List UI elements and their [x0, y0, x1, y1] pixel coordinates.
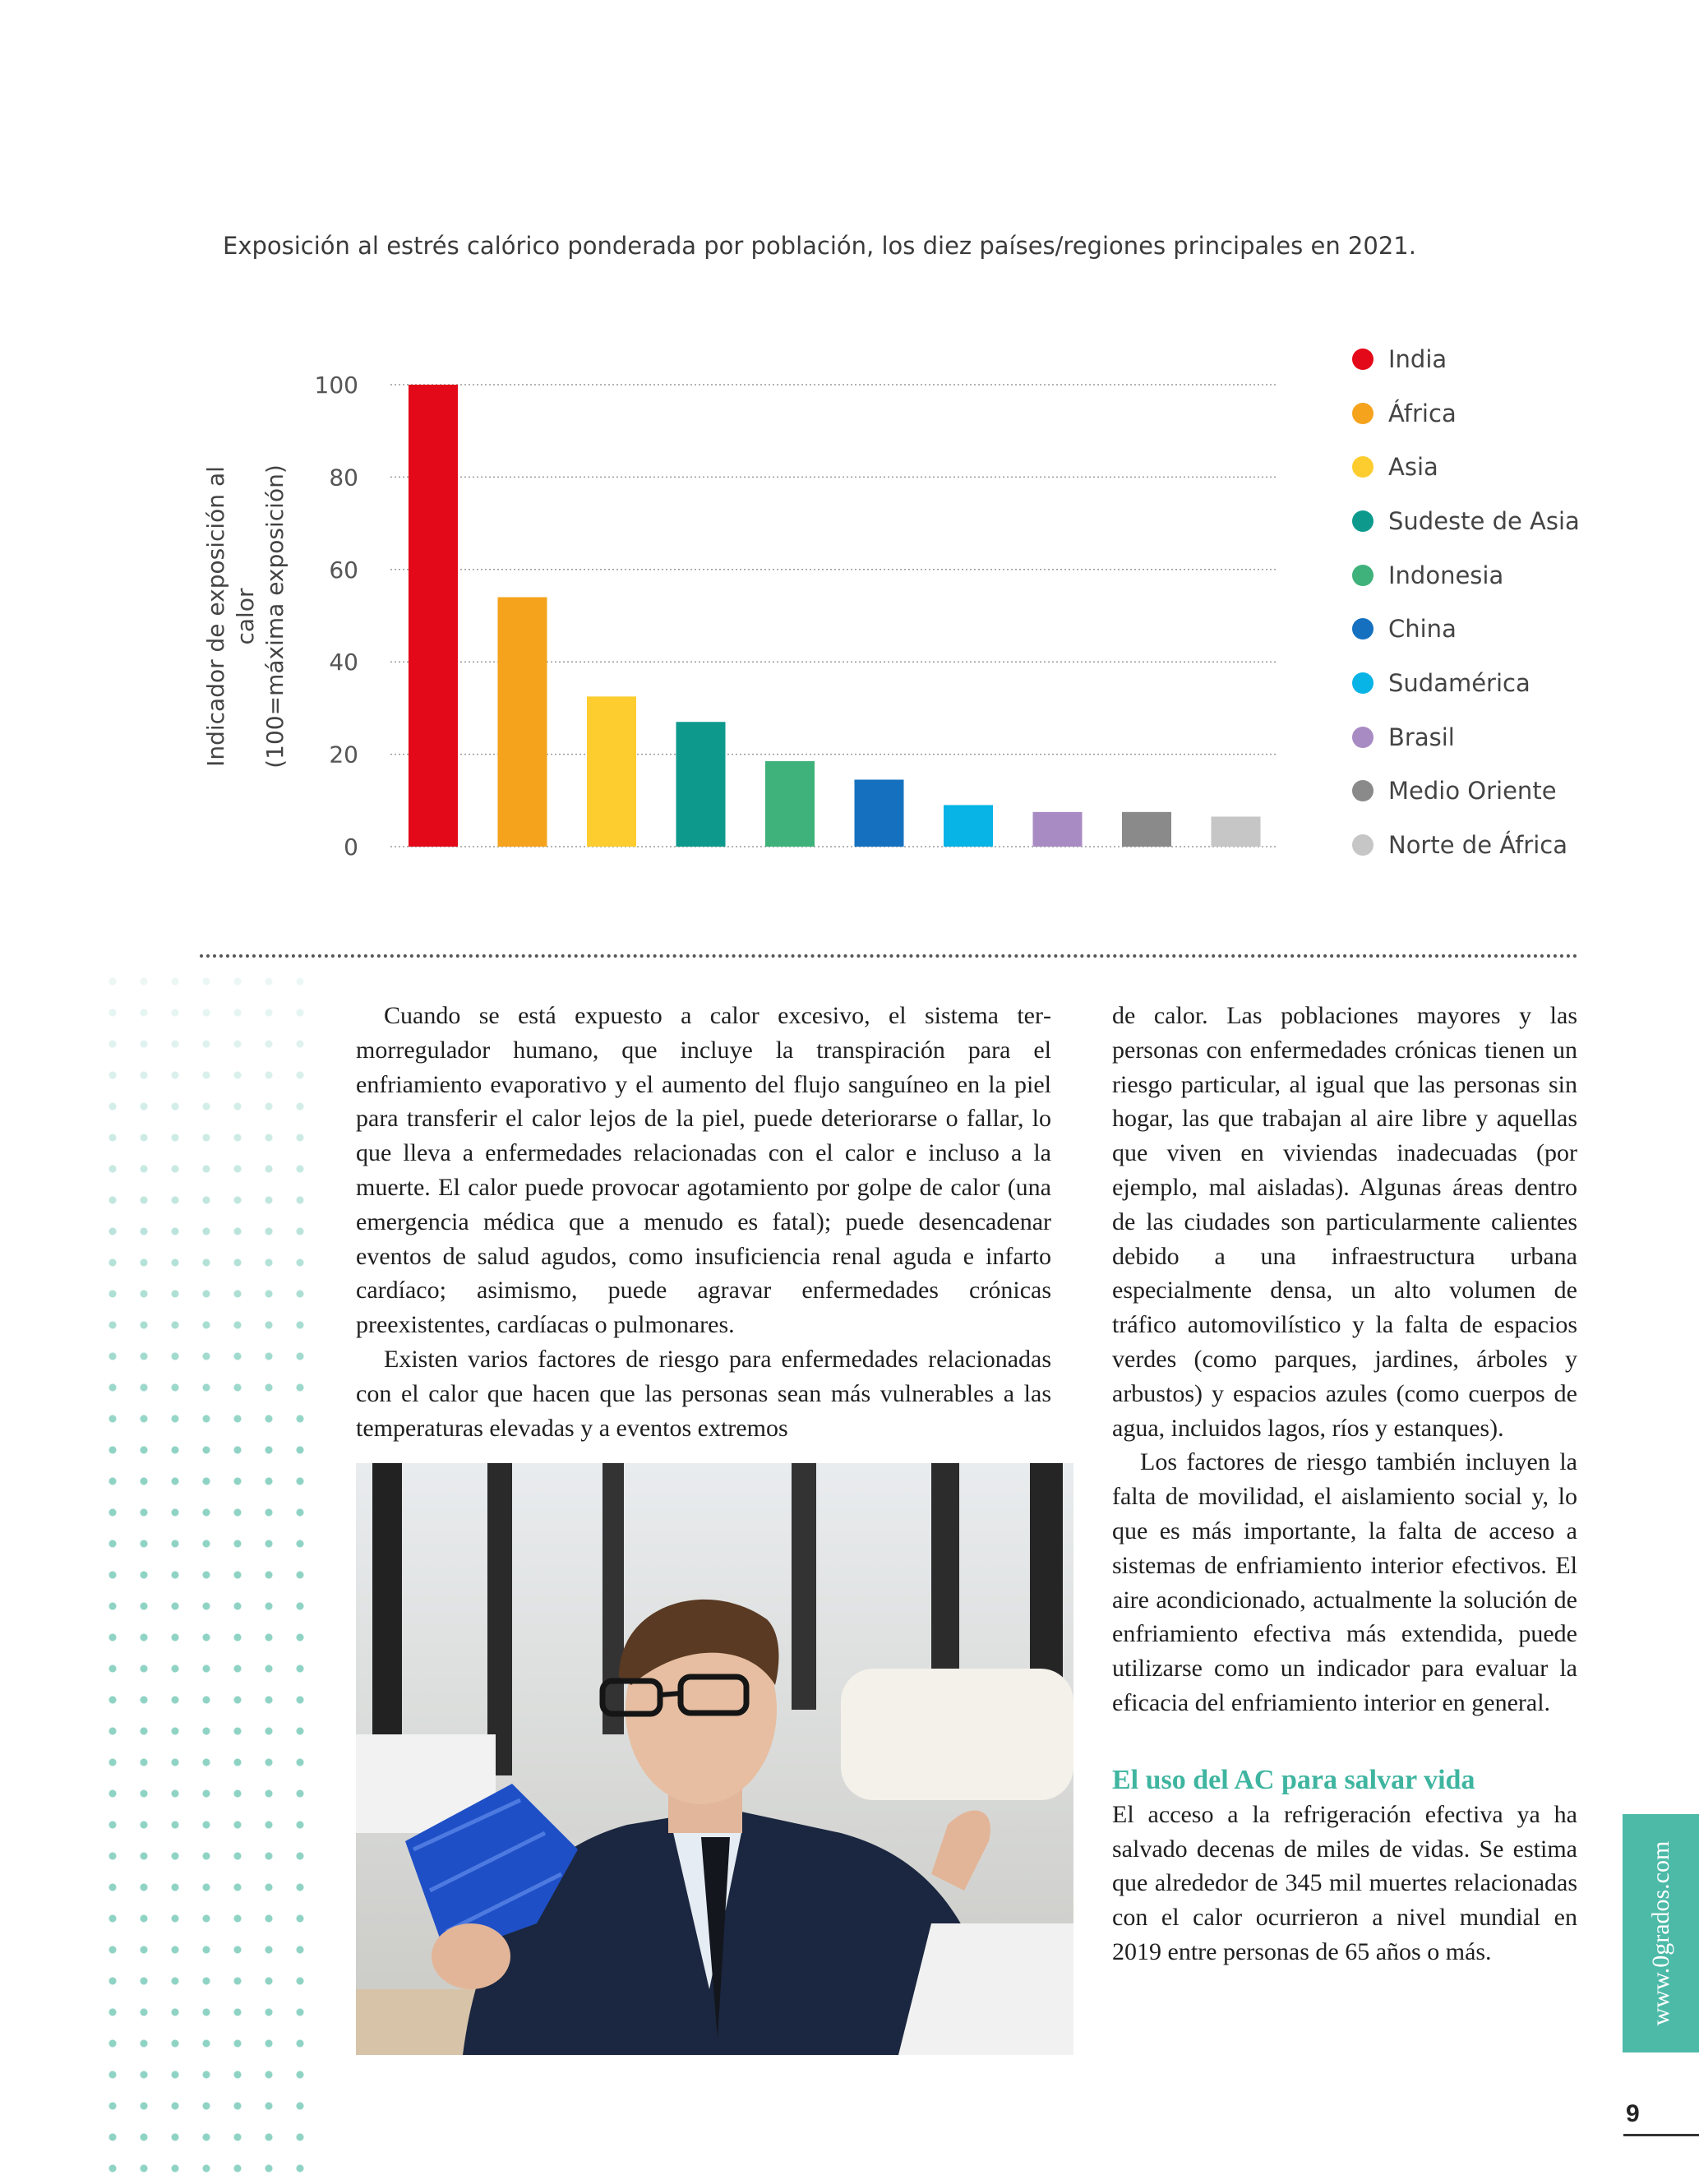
legend-dot-icon: [1352, 510, 1374, 532]
y-tick-label: 40: [329, 649, 358, 676]
y-axis-label-line-2: (100=máxima exposición): [261, 464, 289, 769]
legend-item: [1352, 548, 1580, 603]
legend-dot-icon: [1352, 403, 1374, 424]
chart-title: Exposición al estrés calórico ponderada por población, los diez países/regiones principales en 2021.: [223, 232, 1416, 260]
legend-label: India: [1388, 344, 1447, 373]
legend-dot-icon: [1352, 456, 1374, 478]
bar-china: [855, 780, 904, 847]
legend-item: [1352, 332, 1580, 386]
legend-dot-icon: [1352, 672, 1374, 694]
bar-indonesia: [765, 761, 815, 847]
y-axis-label: [201, 436, 292, 797]
y-tick-label: 0: [344, 833, 358, 861]
legend-label: África: [1388, 399, 1457, 427]
y-tick-label: 100: [314, 372, 358, 399]
legend-dot-icon: [1352, 349, 1374, 370]
legend-dot-icon: [1352, 565, 1374, 586]
website-url: www.0grados.com: [1646, 1840, 1674, 2026]
decorative-dot-pattern: [97, 966, 327, 2182]
page-number-rule: [1623, 2134, 1699, 2136]
paragraph: Existen varios factores de riesgo para enfermedades relacionadas con el calor que hacen que las personas sean más vulnerables a las temperaturas elevadas y a eventos extremos: [356, 1345, 1051, 1442]
y-tick-label: 20: [329, 741, 358, 769]
legend-item: [1352, 440, 1580, 494]
chart-legend: [1352, 332, 1580, 872]
article-column-left: [356, 999, 1051, 1445]
photo-man-fanning-himself: [356, 1463, 1073, 2055]
legend-dot-icon: [1352, 834, 1374, 856]
legend-label: Brasil: [1388, 723, 1455, 751]
section-divider: [200, 954, 1578, 958]
y-tick-label: 80: [329, 464, 358, 492]
legend-label: Indonesia: [1388, 561, 1504, 589]
legend-label: Asia: [1388, 453, 1438, 482]
legend-label: Norte de África: [1388, 831, 1567, 860]
legend-label: Sudamérica: [1388, 668, 1530, 697]
bar-sudamérica: [944, 805, 993, 847]
bar-medio-oriente: [1122, 812, 1171, 847]
subheading: El uso del AC para salvar vida: [1112, 1764, 1475, 1795]
bar-brasil: [1033, 812, 1083, 847]
paragraph: de calor. Las poblaciones mayores y las personas con enfermedades crónicas tienen un riesgo particular, al igual que las personas sin hogar, las que trabajan al aire libre y aquellas que viven en viviendas inadecuadas (por ejemplo, mal aisladas). Algunas áreas dentro de las ciudades son particularmente calientes debido a una infraestructura urbana especialmente densa, un alto volumen de tráfico automovilístico y la falta de espacios verdes (como parques, jardines, árboles y arbustos) y espacios azules (como cuerpos de agua, incluidos lagos, ríos y estanques).: [1112, 1002, 1577, 1442]
legend-dot-icon: [1352, 618, 1374, 640]
legend-item: [1352, 602, 1580, 656]
legend-label: Sudeste de Asia: [1388, 506, 1580, 535]
bar-asia: [587, 696, 636, 847]
bar-india: [409, 385, 458, 847]
bar-sudeste-de-asia: [676, 722, 726, 847]
page-number: 9: [1626, 2100, 1640, 2127]
legend-item: [1352, 386, 1580, 441]
legend-item: [1352, 764, 1580, 819]
bar-norte-de-áfrica: [1212, 816, 1261, 847]
paragraph: El acceso a la refrigeración efectiva ya ha salvado decenas de miles de vidas. Se estima que alrededor de 345 mil muertes relacionadas con el calor ocurrieron a nivel mundial en 2019 entre personas de 65 años o más.: [1112, 1800, 1577, 1965]
article-column-right: [1112, 999, 1577, 1969]
paragraph: Cuando se está expuesto a calor excesivo, el sistema termorregulador humano, que incluye la transpiración para el enfriamiento evaporativo y el aumento del flujo sanguíneo en la piel para transferir el calor lejos de la piel, puede deteriorarse o fallar, lo que lleva a enfermedades relacionadas con el calor e incluso a la muerte. El calor puede provocar agotamiento por golpe de calor (una emergencia médica que a menudo es fatal); puede desencadenar eventos de salud agudos, como insuficiencia renal aguda e infarto cardíaco; asimismo, puede agravar enfermedades crónicas preexistentes, cardíacas o pulmonares.: [356, 1002, 1051, 1339]
y-axis-label-line-1: Indicador de exposición al calor: [202, 466, 259, 767]
legend-item: [1352, 656, 1580, 710]
legend-label: Medio Oriente: [1388, 777, 1557, 806]
legend-label: China: [1388, 615, 1457, 644]
y-tick-label: 60: [329, 556, 358, 584]
paragraph: Los factores de riesgo también incluyen la falta de movilidad, el aislamiento social y, lo que es más importante, la falta de acceso a sistemas de enfriamiento interior efectivos. El aire acondicionado, actualmente la solución de enfriamiento efectiva más extendida, puede utilizarse como un indicador para evaluar la eficacia del enfriamiento interior en general.: [1112, 1448, 1577, 1716]
legend-item: [1352, 710, 1580, 764]
legend-dot-icon: [1352, 727, 1374, 748]
legend-item: [1352, 494, 1580, 548]
website-side-tab: [1623, 1814, 1699, 2052]
photo-illustration: [356, 1463, 1073, 2055]
bar-áfrica: [498, 598, 547, 847]
legend-dot-icon: [1352, 780, 1374, 801]
legend-item: [1352, 818, 1580, 872]
